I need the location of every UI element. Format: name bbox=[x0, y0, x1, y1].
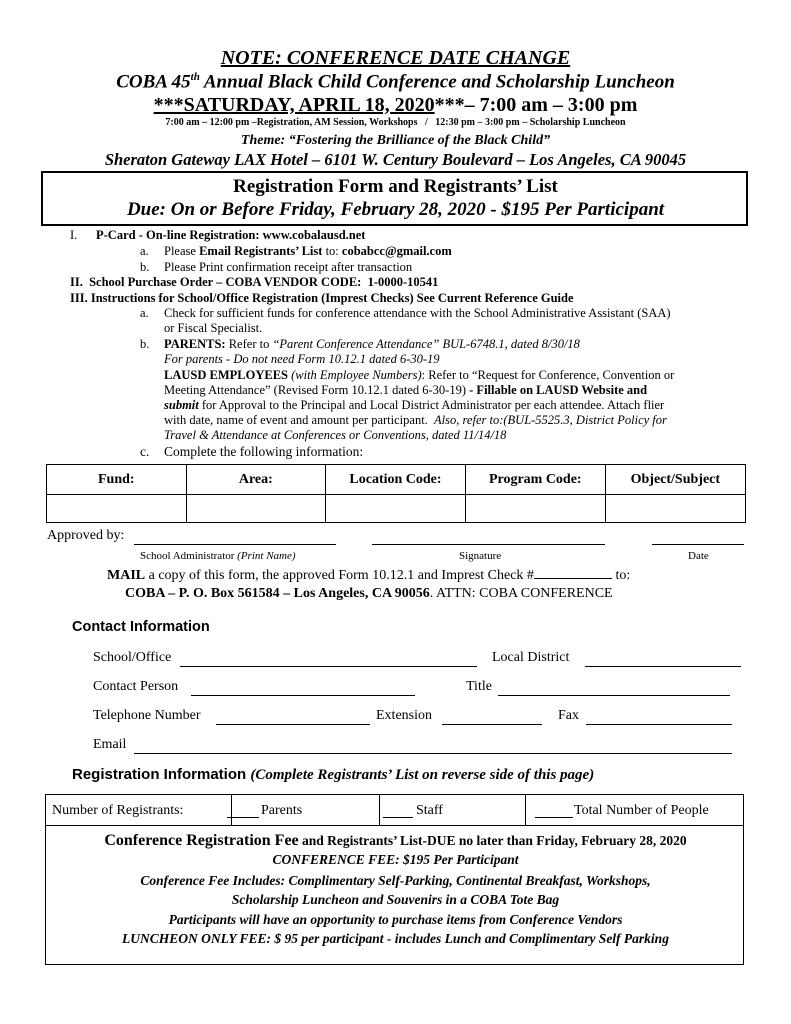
object-subject-field[interactable] bbox=[605, 495, 745, 523]
fund-table-entry-row bbox=[47, 495, 746, 523]
signature-line[interactable] bbox=[372, 544, 605, 545]
fund-field[interactable] bbox=[47, 495, 187, 523]
email-line[interactable] bbox=[134, 753, 732, 754]
extension-label: Extension bbox=[376, 708, 432, 723]
location-code-field[interactable] bbox=[326, 495, 466, 523]
registration-heading: Registration Information (Complete Registrants’ List on reverse side of this page) bbox=[72, 766, 595, 783]
admin-caption: School Administrator (Print Name) bbox=[140, 550, 296, 562]
item-iiib-number: b. bbox=[140, 337, 150, 351]
school-office-label: School/Office bbox=[93, 650, 172, 665]
item-iiia-line2: or Fiscal Specialist. bbox=[164, 321, 263, 335]
check-number-line[interactable] bbox=[534, 567, 612, 579]
item-iiib-line1: PARENTS: Refer to “Parent Conference Attendance” BUL-6748.1, dated 8/30/18 bbox=[164, 337, 580, 351]
admin-name-line[interactable] bbox=[134, 544, 336, 545]
date-line[interactable] bbox=[652, 544, 744, 545]
fax-label: Fax bbox=[558, 708, 579, 723]
local-district-line[interactable] bbox=[585, 666, 741, 667]
fee-line-6: LUNCHEON ONLY FEE: $ 95 per participant - includes Lunch and Complimentary Self Parking bbox=[122, 931, 669, 946]
theme-line: Theme: “Fostering the Brilliance of the Black Child” bbox=[240, 133, 551, 148]
item-iiib-line3: LAUSD EMPLOYEES (with Employee Numbers): Refer to “Request for Conference, Convention or bbox=[164, 368, 675, 382]
staff-count-line[interactable] bbox=[383, 817, 413, 818]
section-i-number: I. bbox=[70, 228, 78, 242]
contact-person-line[interactable] bbox=[191, 695, 415, 696]
section-ii-text: II. School Purchase Order – COBA VENDOR CODE: 1-0000-10541 bbox=[70, 275, 439, 289]
contact-person-label: Contact Person bbox=[93, 679, 179, 694]
program-code-field[interactable] bbox=[465, 495, 605, 523]
item-iiic-text: Complete the following information: bbox=[164, 444, 364, 459]
form-title: Registration Form and Registrants’ List bbox=[233, 176, 558, 197]
item-iiib-line6: with date, name of event and amount per participant. Also, refer to:(BUL-5525.3, District Policy for bbox=[164, 413, 667, 427]
mailing-address: COBA – P. O. Box 561584 – Los Angeles, CA 90056. ATTN: COBA CONFERENCE bbox=[125, 586, 613, 601]
divider bbox=[231, 795, 232, 825]
item-iiib-line7: Travel & Attendance at Conferences or Conventions, dated 11/14/18 bbox=[164, 428, 507, 442]
fund-table bbox=[46, 464, 746, 523]
date-caption: Date bbox=[688, 550, 709, 562]
signature-caption: Signature bbox=[459, 550, 502, 562]
item-iiic-number: c. bbox=[140, 444, 150, 459]
mail-instructions: MAIL a copy of this form, the approved Form 10.12.1 and Imprest Check # to: bbox=[107, 568, 631, 583]
divider bbox=[379, 795, 380, 825]
school-office-line[interactable] bbox=[180, 666, 477, 667]
due-line: Due: On or Before Friday, February 28, 2020 - $195 Per Participant bbox=[126, 199, 665, 220]
parents-label: Parents bbox=[261, 803, 303, 818]
fee-line-5: Participants will have an opportunity to purchase items from Conference Vendors bbox=[168, 912, 623, 927]
contact-heading: Contact Information bbox=[72, 619, 210, 635]
item-ia-number: a. bbox=[140, 244, 149, 258]
title-line[interactable] bbox=[498, 695, 730, 696]
local-district-label: Local District bbox=[492, 650, 570, 665]
extension-line[interactable] bbox=[442, 724, 542, 725]
telephone-label: Telephone Number bbox=[93, 708, 201, 723]
conference-title: COBA 45th Annual Black Child Conference and Scholarship Luncheon bbox=[116, 71, 675, 93]
fee-line-2: CONFERENCE FEE: $195 Per Participant bbox=[272, 852, 519, 867]
num-registrants-label: Number of Registrants: bbox=[52, 803, 184, 818]
item-iiib-line2: For parents - Do not need Form 10.12.1 dated 6-30-19 bbox=[164, 352, 440, 366]
item-iiia-number: a. bbox=[140, 306, 149, 320]
divider bbox=[525, 795, 526, 825]
section-i-text: P-Card - On-line Registration: www.cobalausd.net bbox=[96, 228, 366, 242]
email-address: cobabcc@gmail.com bbox=[341, 244, 452, 258]
approved-by-label: Approved by: bbox=[47, 528, 125, 543]
program-code-header: Program Code: bbox=[465, 465, 605, 495]
total-count-line[interactable] bbox=[535, 817, 573, 818]
conference-date: ***SATURDAY, APRIL 18, 2020***– 7:00 am – 3:00 pm bbox=[153, 94, 638, 116]
object-subject-header: Object/Subject bbox=[605, 465, 745, 495]
fee-line-1: Conference Registration Fee and Registrants’ List-DUE no later than Friday, February 28, 2020 bbox=[104, 832, 687, 849]
area-field[interactable] bbox=[186, 495, 326, 523]
item-ib-number: b. bbox=[140, 260, 150, 274]
location-code-header: Location Code: bbox=[326, 465, 466, 495]
schedule-line: 7:00 am – 12:00 pm –Registration, AM Session, Workshops / 12:30 pm – 3:00 pm – Scholarship Luncheon bbox=[165, 117, 626, 128]
item-iiib-line5: submit for Approval to the Principal and Local District Administrator per each attendee. Attach flier bbox=[164, 398, 665, 412]
notice-heading: NOTE: CONFERENCE DATE CHANGE bbox=[220, 47, 571, 69]
item-ia-text: Please Email Registrants’ List to: cobabcc@gmail.com bbox=[164, 244, 452, 258]
location-line: Sheraton Gateway LAX Hotel – 6101 W. Century Boulevard – Los Angeles, CA 90045 bbox=[104, 150, 687, 169]
fee-line-4: Scholarship Luncheon and Souvenirs in a COBA Tote Bag bbox=[231, 892, 560, 907]
total-label: Total Number of People bbox=[574, 803, 709, 818]
area-header: Area: bbox=[186, 465, 326, 495]
item-ib-text: Please Print confirmation receipt after transaction bbox=[164, 260, 413, 274]
fee-line-3: Conference Fee Includes: Complimentary Self-Parking, Continental Breakfast, Workshops, bbox=[140, 873, 651, 888]
section-iii-text: III. Instructions for School/Office Registration (Imprest Checks) See Current Reference Guide bbox=[70, 291, 574, 305]
item-iiib-line4: Meeting Attendance” (Revised Form 10.12.1 dated 6-30-19) - Fillable on LAUSD Website and bbox=[164, 383, 648, 397]
parents-count-line[interactable] bbox=[227, 817, 259, 818]
telephone-line[interactable] bbox=[216, 724, 370, 725]
fund-table-header-row bbox=[47, 465, 746, 495]
fax-line[interactable] bbox=[586, 724, 732, 725]
item-iiia-line1: Check for sufficient funds for conference attendance with the School Administrative Assistant (SAA) bbox=[164, 306, 671, 320]
title-label: Title bbox=[466, 679, 492, 694]
staff-label: Staff bbox=[416, 803, 443, 818]
fund-header: Fund: bbox=[47, 465, 187, 495]
email-label: Email bbox=[93, 737, 127, 752]
